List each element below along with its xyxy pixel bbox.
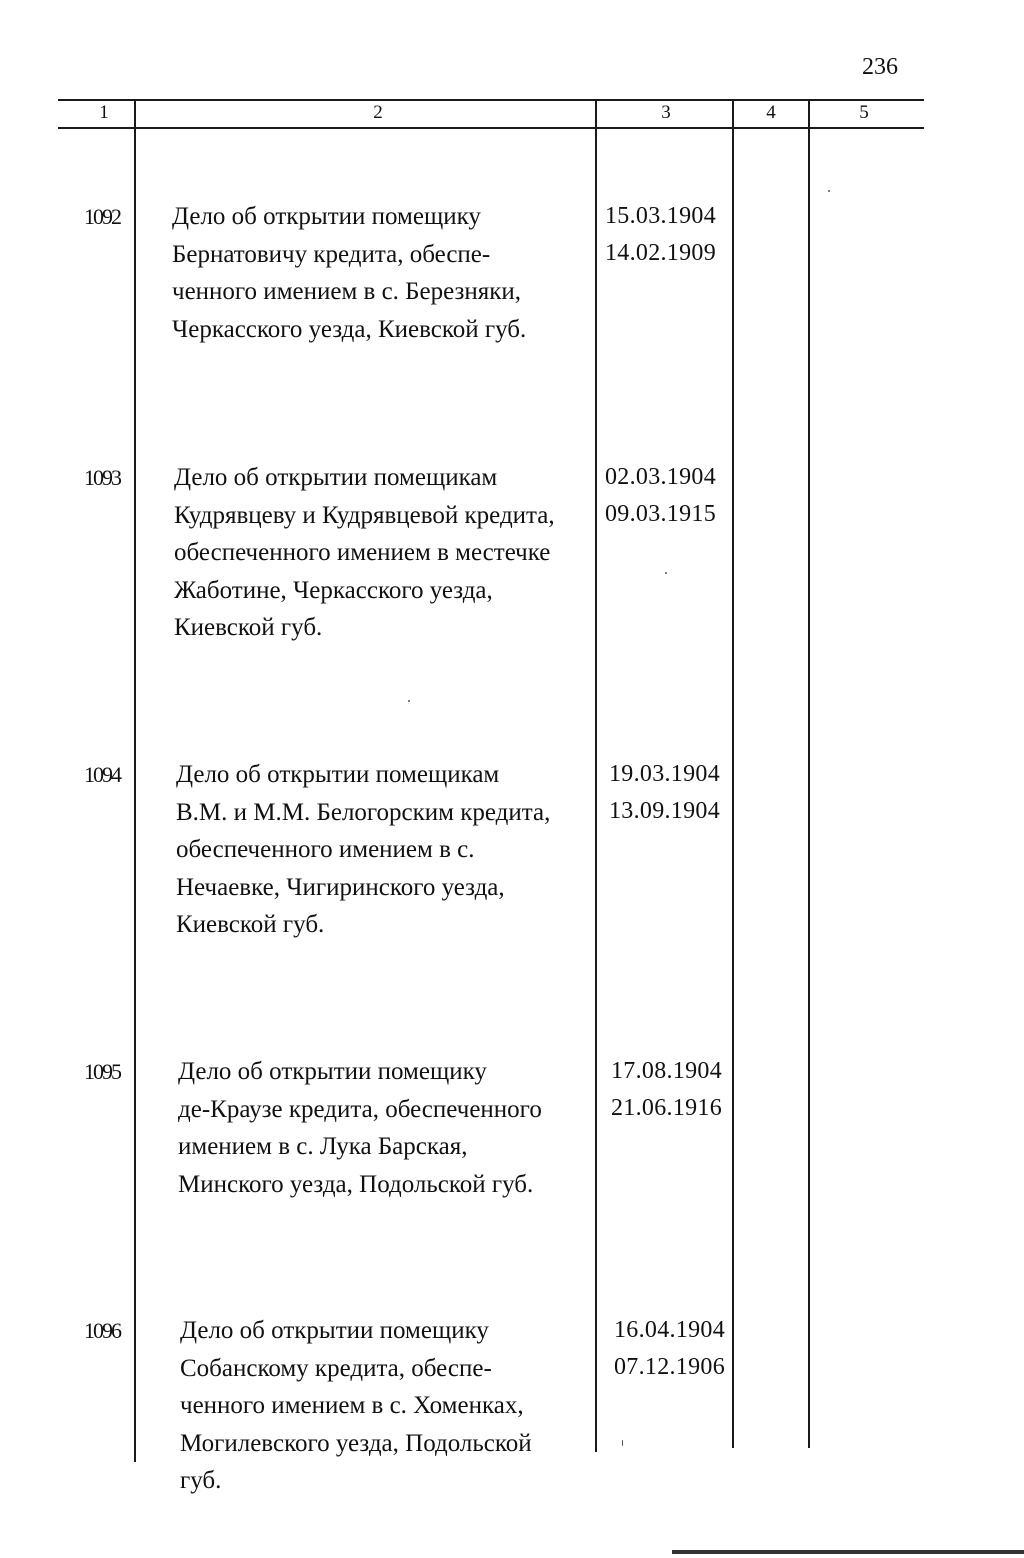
end-date: 21.06.1916 xyxy=(611,1095,722,1121)
entry-line: обеспеченного имением в с. xyxy=(176,836,475,863)
entry-line: Нечаевке, Чигиринского уезда, xyxy=(176,873,505,901)
entry-line: ченного имением в с. Березняки, xyxy=(172,278,522,305)
entry-1092 xyxy=(0,198,1024,428)
end-date: 09.03.1915 xyxy=(605,501,716,527)
entry-number: 1092 xyxy=(84,204,120,229)
column-header-1: 1 xyxy=(99,102,109,123)
entry-1096 xyxy=(0,1312,1024,1542)
entry-line: Дело об открытии помещикам xyxy=(174,464,498,491)
entry-number: 1096 xyxy=(84,1318,120,1343)
entry-line: Киевской губ. xyxy=(174,614,323,641)
entry-line: Кудрявцеву и Кудрявцевой кредита, xyxy=(174,501,555,529)
entry-line: В.М. и М.М. Белогорским кредита, xyxy=(176,798,551,826)
start-date: 02.03.1904 xyxy=(605,464,716,490)
entry-1093 xyxy=(0,459,1024,689)
entry-line: губ. xyxy=(180,1467,222,1494)
header-rule-top xyxy=(58,99,924,101)
entry-line: Жаботине, Черкасского уезда, xyxy=(174,576,493,604)
entry-line: обеспеченного имением в местечке xyxy=(174,539,551,566)
entry-line: Минского уезда, Подольской губ. xyxy=(178,1170,534,1198)
end-date: 07.12.1906 xyxy=(614,1354,725,1380)
page-number: 236 xyxy=(862,54,898,80)
entry-description xyxy=(174,459,568,647)
entry-description xyxy=(178,1053,574,1203)
entry-description xyxy=(172,198,566,348)
header-rule-bottom xyxy=(58,127,924,129)
scan-speck xyxy=(665,572,667,574)
entry-line: де-Краузе кредита, обеспеченного xyxy=(178,1095,542,1123)
entry-line: имением в с. Лука Барская, xyxy=(178,1133,468,1160)
end-date: 14.02.1909 xyxy=(605,240,716,266)
entry-line: Собанскому кредита, обеспе- xyxy=(180,1354,492,1382)
entry-description xyxy=(176,756,570,944)
column-header-5: 5 xyxy=(859,102,869,123)
entry-line: Дело об открытии помещикам xyxy=(176,761,500,788)
bottom-edge-mark xyxy=(672,1550,1024,1554)
entry-line: Могилевского уезда, Подольской xyxy=(180,1429,532,1457)
column-header-3: 3 xyxy=(661,102,671,123)
entry-description xyxy=(180,1312,576,1500)
start-date: 19.03.1904 xyxy=(609,761,720,787)
column-header-2: 2 xyxy=(373,102,383,123)
end-date: 13.09.1904 xyxy=(609,798,720,824)
scan-speck xyxy=(828,190,830,192)
entry-number: 1095 xyxy=(84,1059,120,1084)
entry-line: Дело об открытии помещику xyxy=(180,1317,489,1344)
start-date: 15.03.1904 xyxy=(605,203,716,229)
entry-line: Киевской губ. xyxy=(176,911,325,938)
entry-1094 xyxy=(0,756,1024,986)
entry-line: ченного имением в с. Хоменках, xyxy=(180,1392,524,1419)
column-header-4: 4 xyxy=(766,102,776,123)
start-date: 17.08.1904 xyxy=(611,1058,722,1084)
entry-line: Черкасского уезда, Киевской губ. xyxy=(172,315,527,343)
start-date: 16.04.1904 xyxy=(614,1317,725,1343)
entry-line: Бернатовичу кредита, обеспе- xyxy=(172,240,491,268)
entry-line: Дело об открытии помещику xyxy=(178,1058,487,1085)
entry-number: 1094 xyxy=(84,762,120,787)
entry-line: Дело об открытии помещику xyxy=(172,203,481,230)
entry-number: 1093 xyxy=(84,465,120,490)
entry-1095 xyxy=(0,1053,1024,1283)
scan-speck xyxy=(622,1440,623,1446)
scan-speck xyxy=(408,700,410,702)
